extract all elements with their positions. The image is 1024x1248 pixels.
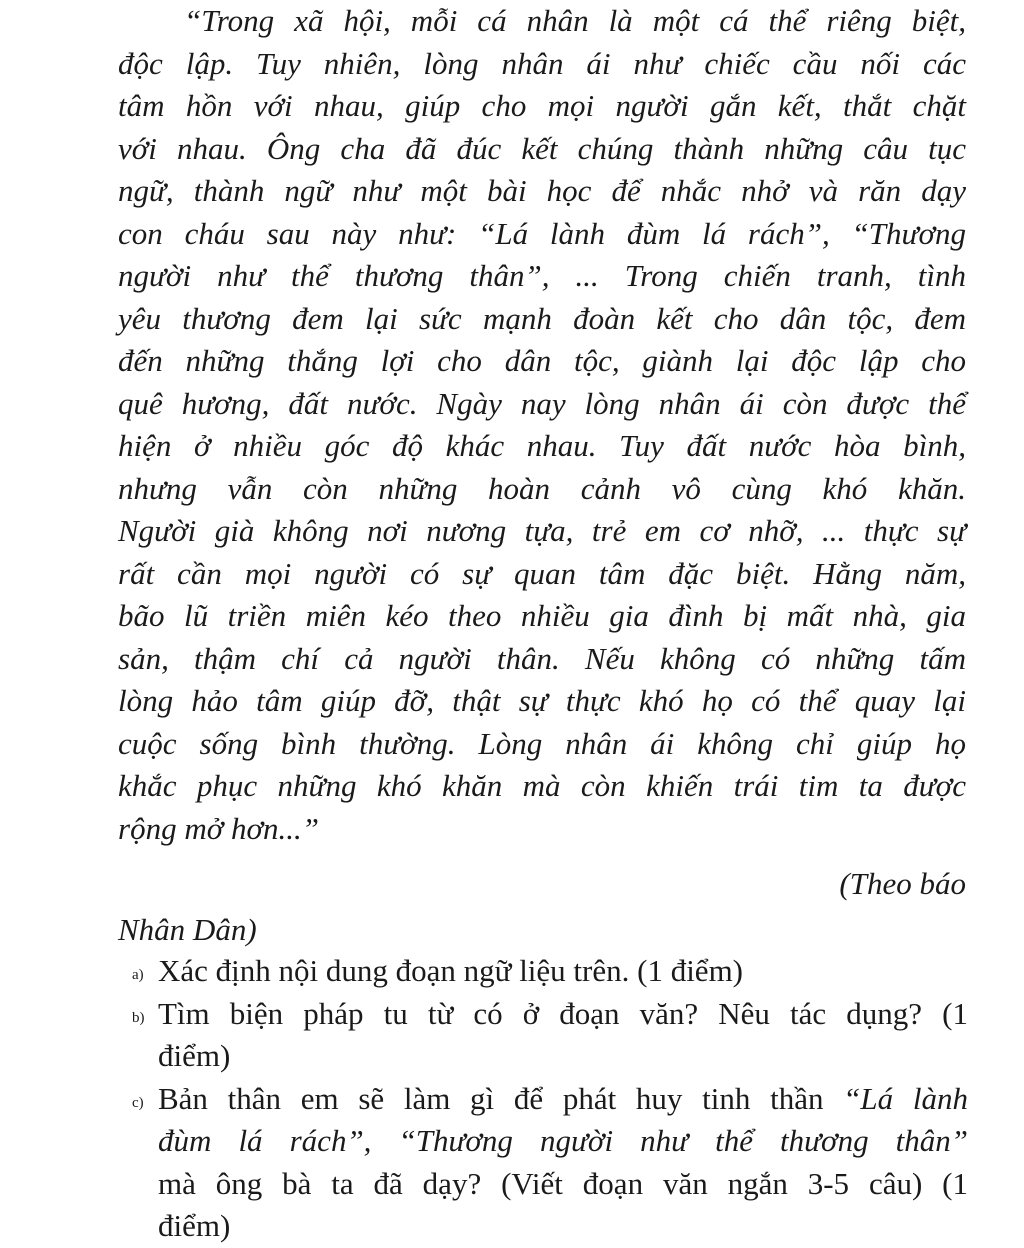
question-line: Tìm biện pháp tu từ có ở đoạn văn? Nêu tác dụng? (1	[158, 995, 968, 1031]
passage-line: rất cần mọi người có sự quan tâm đặc biệt. Hằng năm,	[118, 555, 966, 591]
passage-line: lòng hảo tâm giúp đỡ, thật sự thực khó họ có thể quay lại	[118, 683, 966, 718]
question-c	[132, 1078, 968, 1248]
passage-text	[118, 0, 966, 850]
passage-line: người như thể thương thân”, ... Trong chiến tranh, tình	[118, 258, 966, 293]
question-a	[132, 950, 968, 993]
passage-line: hiện ở nhiều góc độ khác nhau. Tuy đất nước hòa bình,	[118, 428, 966, 463]
passage-line: nhưng vẫn còn những hoàn cảnh vô cùng khó khăn.	[118, 470, 966, 506]
question-line: Xác định nội dung đoạn ngữ liệu trên. (1 điểm)	[158, 953, 744, 988]
quote-text: “Lá lành	[843, 1080, 968, 1116]
passage-line: đến những thắng lợi cho dân tộc, giành lại độc lập cho	[118, 343, 966, 378]
source-citation-part2: Nhân Dân)	[118, 912, 257, 947]
passage-line: con cháu sau này như: “Lá lành đùm lá rách”, “Thương	[118, 215, 966, 251]
passage-line: ngữ, thành ngữ như một bài học để nhắc nhở và răn dạy	[118, 173, 966, 208]
passage-line: sản, thậm chí cả người thân. Nếu không có những tấm	[118, 640, 966, 676]
passage-line: rộng mở hơn...”	[118, 810, 320, 846]
passage-line: độc lập. Tuy nhiên, lòng nhân ái như chiếc cầu nối các	[118, 45, 966, 81]
question-marker: c)	[132, 1094, 144, 1111]
question-marker: b)	[132, 1009, 145, 1026]
passage-line: với nhau. Ông cha đã đúc kết chúng thành những câu tục	[118, 130, 966, 166]
passage-line: quê hương, đất nước. Ngày nay lòng nhân ái còn được thể	[118, 385, 966, 421]
source-citation-part1: (Theo báo	[839, 866, 966, 901]
question-line: điểm)	[158, 1208, 231, 1243]
question-text: Bản thân em sẽ làm gì để phát huy tinh thần	[158, 1080, 824, 1116]
passage-line: cuộc sống bình thường. Lòng nhân ái không chỉ giúp họ	[118, 725, 966, 761]
question-marker: a)	[132, 967, 144, 983]
passage-line: khắc phục những khó khăn mà còn khiến trái tim ta được	[118, 768, 966, 803]
passage-line: yêu thương đem lại sức mạnh đoàn kết cho dân tộc, đem	[118, 300, 966, 336]
question-line	[158, 1078, 968, 1121]
question-line: điểm)	[158, 1038, 231, 1073]
question-b	[132, 993, 968, 1078]
passage-line: bão lũ triền miên kéo theo nhiều gia đình bị mất nhà, gia	[118, 598, 966, 633]
question-list	[132, 950, 968, 1248]
passage-line: tâm hồn với nhau, giúp cho mọi người gắn kết, thắt chặt	[118, 88, 966, 123]
question-line: mà ông bà ta đã dạy? (Viết đoạn văn ngắn 3-5 câu) (1	[158, 1165, 968, 1201]
question-line: đùm lá rách”, “Thương người như thể thương thân”	[158, 1123, 968, 1158]
passage-line: “Trong xã hội, mỗi cá nhân là một cá thể riêng biệt,	[184, 3, 966, 38]
passage-line: Người già không nơi nương tựa, trẻ em cơ nhỡ, ... thực sự	[118, 513, 966, 548]
